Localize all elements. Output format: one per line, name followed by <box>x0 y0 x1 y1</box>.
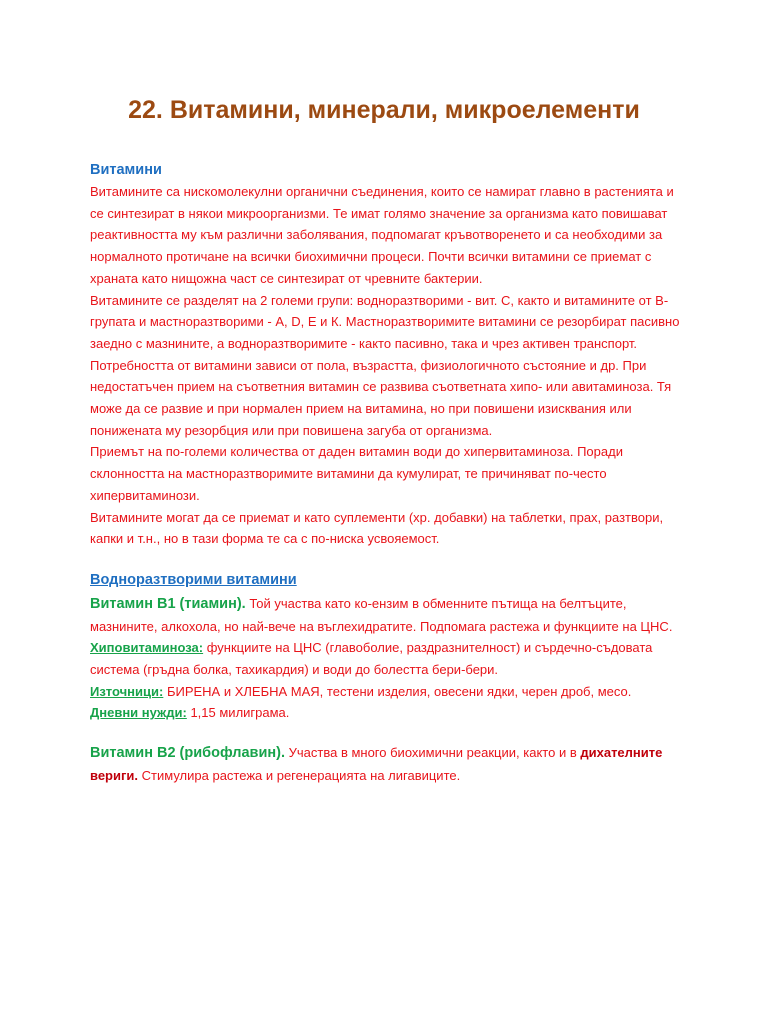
paragraph: Потребността от витамини зависи от пола, възрастта, физиологичното състояние и др. При недостатъчен прием на съответния витамин се развива съответната хипо- или авитаминоза. Тя може да се развие и при нормален прием на витамина, но при повишени изисквания или понижената му резорбция или при повишена загуба от организма. <box>90 357 672 438</box>
page-title: 22. Витамини, минерали, микроелементи <box>128 96 640 124</box>
paragraph: Витамините се разделят на 2 големи групи: водноразтворими - вит. С, както и витамините от В-групата и мастноразтворими - А, D, Е и К. Мастноразтворимите витамини се резорбират пасивно заедно с мазнините, а водноразтворимите - както пасивно, така и чрез активен транспорт. <box>90 292 680 351</box>
paragraph: Витамините са нискомолекулни органични съединения, които се намират главно в растенията и се синтезират в някои микроорганизми. Те имат голямо значение за организма като повишават реактивността му към различни заболявания, подпомагат кръвотворенето и са необходими за нормалното протичане на всички биохимични процеси. Почти всички витамини се приемат с храната като нищожна част се синтезират от чревните бактерии. <box>90 184 674 286</box>
vitamins-text <box>90 181 690 550</box>
document-body <box>90 160 690 787</box>
vitamin-b2-description-2: Стимулира растежа и регенерацията на лигавиците. <box>141 767 461 783</box>
hypovitaminosis-label: Хиповитаминоза: <box>90 640 204 656</box>
paragraph: Витамините могат да се приемат и като суплементи (хр. добавки) на таблетки, прах, разтвори, капки и т.н., но в тази форма те са с по-ниска усвояемост. <box>90 509 664 547</box>
daily-needs-label: Дневни нужди: <box>90 705 187 721</box>
vitamin-b2-block <box>90 742 690 786</box>
vitamin-b2-title: Витамин В2 (рибофлавин). <box>90 745 285 762</box>
vitamin-b1-block <box>90 593 690 724</box>
vitamin-b1-title: Витамин В1 (тиамин). <box>90 595 246 612</box>
daily-needs-text: 1,15 милиграма. <box>190 705 290 721</box>
sources-label: Източници: <box>90 683 164 699</box>
sources-text: БИРЕНА и ХЛЕБНА МАЯ, тестени изделия, овесени ядки, черен дроб, месо. <box>166 683 632 699</box>
respiratory-chains-term: дихателните вериги. <box>90 745 663 783</box>
hypovitaminosis-text: функциите на ЦНС (главоболие, раздразнителност) и сърдечно-съдовата система (гръдна болка, тахикардия) и води до болестта бери-бери. <box>90 640 653 678</box>
section-heading-vitamins: Витамини <box>90 162 162 178</box>
vitamin-b1-description: Той участва като ко-ензим в обменните пътища на белтъците, мазнините, алкохола, но най-вече на въглехидратите. Подпомага растежа и функциите на ЦНС. <box>90 595 673 634</box>
paragraph: Приемът на по-големи количества от даден витамин води до хипервитаминоза. Поради склонността на мастноразтворимите витамини да кумулират, те причиняват по-често хипервитаминози. <box>90 444 623 503</box>
vitamin-b2-description: Участва в много биохимични реакции, както и в <box>288 745 577 761</box>
section-heading-water-soluble: Водноразтворими витамини <box>90 571 297 588</box>
